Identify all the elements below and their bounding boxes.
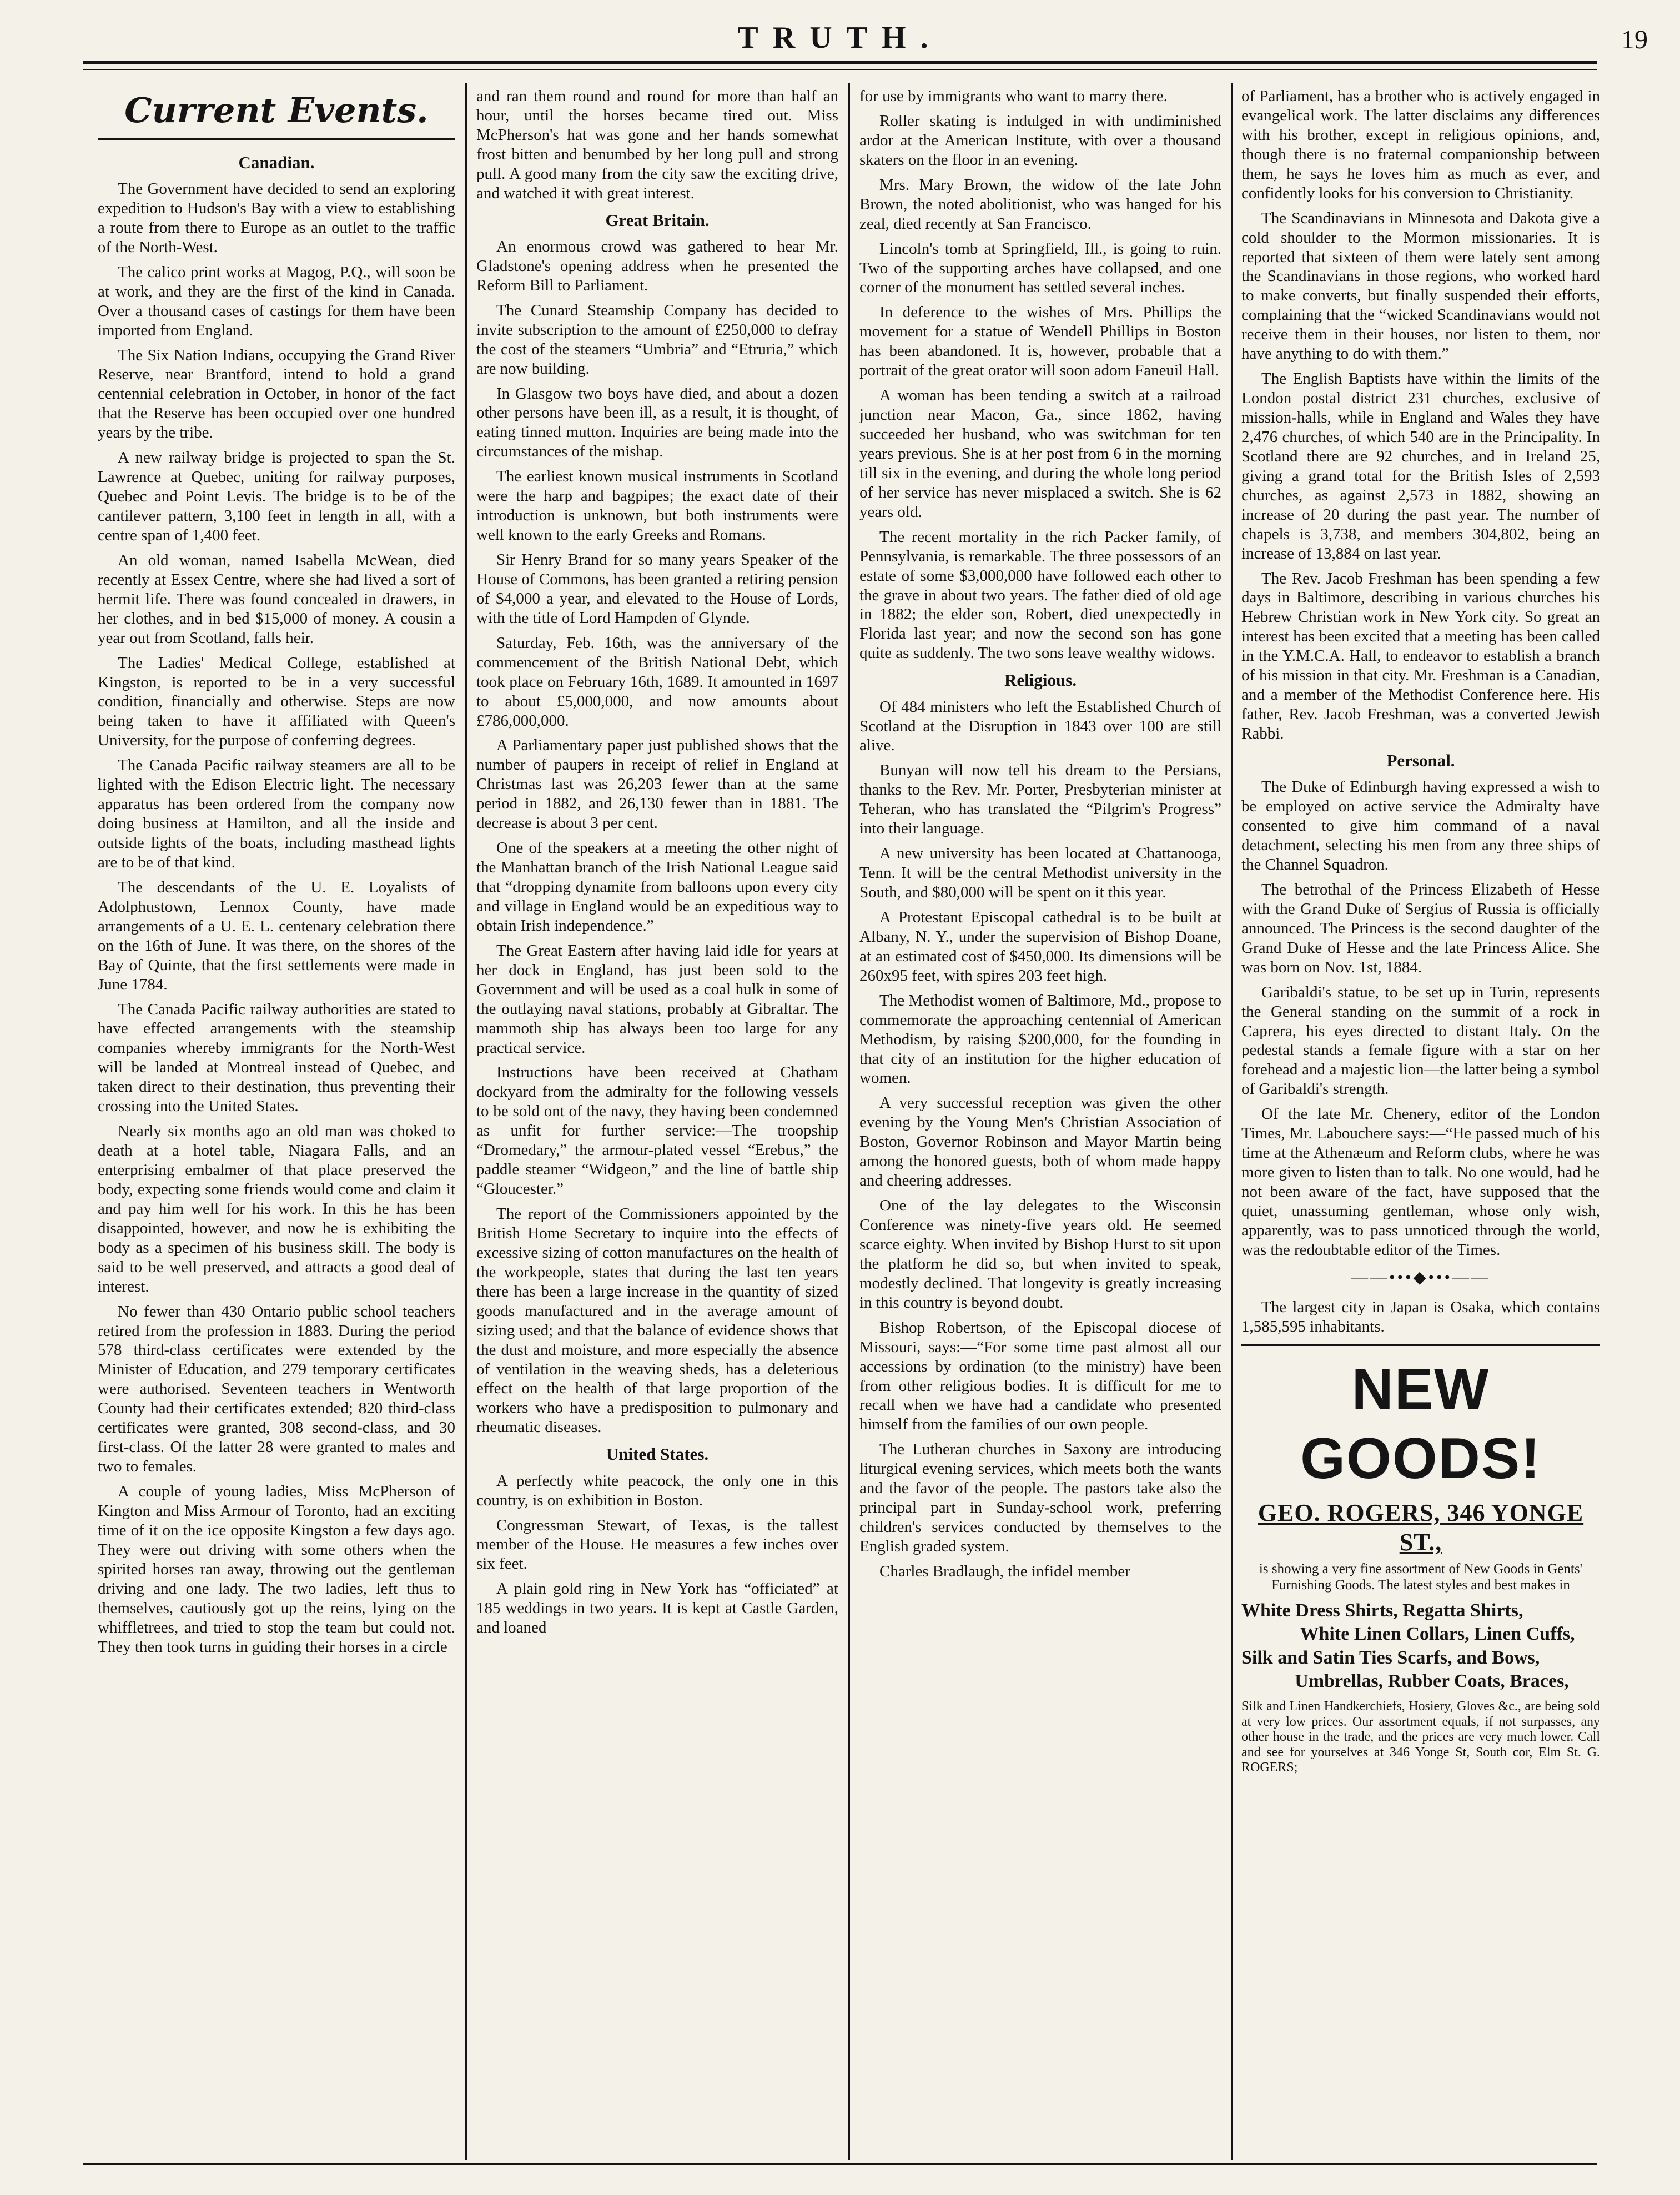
news-item: One of the lay delegates to the Wisconsin Conference was ninety-five years old. He seemed scarce eighty. When invited by Bishop Hurst to sit upon the platform he did so, but when invited to speak, modestly declined. That longevity is greatly increasing in this country is beyond doubt. — [859, 1197, 1221, 1312]
news-item: Of 484 ministers who left the Established Church of Scotland at the Disruption in 1843 over 100 are still alive. — [859, 697, 1221, 755]
section-heading-current-events: Current Events. — [124, 90, 429, 130]
news-item: The earliest known musical instruments in Scotland were the harp and bagpipes; the exact date of their introduction is unknown, but both instruments were well known to the early Greeks and Romans. — [476, 468, 838, 544]
news-item: Congressman Stewart, of Texas, is the tallest member of the House. He measures a few inches over six feet. — [476, 1516, 838, 1573]
advertisement-line: Silk and Satin Ties Scarfs, and Bows, — [1241, 1647, 1540, 1668]
news-item: The Canada Pacific railway steamers are all to be lighted with the Edison Electric light. The necessary apparatus has been ordered from the company now doing business at Hamilton, and all the inside and outside lights of the boats, including masthead lights are to be of that kind. — [98, 756, 455, 871]
advertisement-title: NEW GOODS! — [1300, 1357, 1541, 1491]
news-item: The English Baptists have within the limits of the London postal district 231 churches, exclusive of mission-halls, while in England and Wales they have 2,476 churches, of which 540 are in the Principality. In Scotland there are 92 churches, and in Ireland 25, giving a grand total for the British Isles of 2,593 churches, as against 2,573 in 1882, showing an increase of 20 during the past year. The number of chapels is 3,738, and members 304,802, being an increase of 13,884 on last year. — [1241, 370, 1600, 562]
section-heading-personal: Personal. — [1386, 750, 1455, 770]
news-item: Roller skating is indulged in with undiminished ardor at the American Institute, with over a thousand skaters on the floor in an evening. — [859, 112, 1221, 169]
news-item: A perfectly white peacock, the only one in this country, is on exhibition in Boston. — [476, 1471, 838, 1509]
news-item: A plain gold ring in New York has “officiated” at 185 weddings in two years. It is kept at Castle Garden, and loaned — [476, 1580, 838, 1637]
column-3 — [859, 87, 1221, 2158]
news-item: Saturday, Feb. 16th, was the anniversary of the commencement of the British National Debt, which took place on February 16th, 1689. It amounted in 1697 to about £5,000,000, and now amounts about £786,000,000. — [476, 634, 838, 730]
news-item: One of the speakers at a meeting the other night of the Manhattan branch of the Irish National League said that “dropping dynamite from balloons upon every city and village in England would be an expeditious way to obtain Irish independence.” — [476, 839, 838, 935]
news-item: The largest city in Japan is Osaka, which contains 1,585,595 inhabitants. — [1241, 1298, 1600, 1335]
news-item: The betrothal of the Princess Elizabeth of Hesse with the Grand Duke of Sergius of Russia is officially announced. The Princess is the second daughter of the Grand Duke of Hesse and the late Princess Alice. She was born on Nov. 1st, 1884. — [1241, 880, 1600, 976]
section-heading-united-states: United States. — [606, 1444, 709, 1464]
advertisement-fine-print: Silk and Linen Handkerchiefs, Hosiery, Gloves &c., are being sold at very low prices. Our assortment equals, if not surpasses, any other house in the trade, and the prices are very much lower. Call and see for yourselves at 346 Yonge St, South cor, Elm St. G. ROGERS; — [1241, 1699, 1600, 1775]
news-item: A new railway bridge is projected to span the St. Lawrence at Quebec, uniting for railway purposes, Quebec and Point Levis. The bridge is to be of the cantilever pattern, 3,100 feet in length in all, with a centre span of 1,400 feet. — [98, 449, 455, 544]
column-divider-1 — [465, 83, 467, 2160]
news-item: The Scandinavians in Minnesota and Dakota give a cold shoulder to the Mormon missionaries. It is reported that sixteen of them were lately sent among the Scandinavians in those regions, who worked hard to make converts, but finally suspended their efforts, complaining that the “wicked Scandinavians would not receive them in their houses, nor listen to them, nor have anything to do with them.” — [1241, 209, 1600, 363]
masthead-title: TRUTH. — [737, 21, 943, 55]
news-item: No fewer than 430 Ontario public school teachers retired from the profession in 1883. During the period 578 third-class certificates were extended by the Minister of Education, and 279 temporary certificates were authorised. Seventeen teachers in Wentworth County had their certificates extended; 820 third-class certificates were granted, 308 second-class, and 30 first-class. Of the latter 28 were granted to males and two to females. — [98, 1302, 455, 1476]
advertisement-line: White Dress Shirts, Regatta Shirts, — [1241, 1600, 1523, 1621]
news-item: A couple of young ladies, Miss McPherson of Kington and Miss Armour of Toronto, had an exciting time of it on the ice opposite Kingston a few days ago. They were out driving with some others when the spirited horses ran away, throwing out the gentleman driving and one lady. The two ladies, left thus to themselves, cautiously got up the reins, lying on the whiffletrees, and tried to stop the team but could not. They then took turns in guiding their horses in a circle — [98, 1483, 455, 1656]
ornamental-divider: ——•••◆•••—— — [1351, 1268, 1491, 1287]
news-item: Bunyan will now tell his dream to the Persians, thanks to the Rev. Mr. Porter, Presbyterian minister at Teheran, who has translated the “Pilgrim's Progress” into their language. — [859, 761, 1221, 838]
news-item: A Protestant Episcopal cathedral is to be built at Albany, N. Y., under the supervision of Bishop Doane, at an estimated cost of $450,000. Its dimensions will be 260x95 feet, with spires 203 feet high. — [859, 908, 1221, 985]
news-item-continued: and ran them round and round for more than half an hour, until the horses became tired out. Miss McPherson's hat was gone and her hands somewhat frost bitten and benumbed by her long pull and strong pull. A good many from the city saw the exciting drive, and watched it with great interest. — [476, 87, 838, 202]
news-item: The Six Nation Indians, occupying the Grand River Reserve, near Brantford, intend to hold a grand centennial celebration in October, in honor of the fact that the Reserve has been occupied over one hundred years by the tribe. — [98, 346, 455, 442]
advertisement-rule — [1241, 1344, 1600, 1346]
news-item: Garibaldi's statue, to be set up in Turin, represents the General standing on the summit of a rock in Caprera, his eyes directed to distant Italy. On the pedestal stands a female figure with a star on her forehead and a majestic lion—the latter being a symbol of Garibaldi's strength. — [1241, 983, 1600, 1098]
news-item: The Lutheran churches in Saxony are introducing liturgical evening services, which meets both the wants and the favor of the people. The pastors take also the principal part in Sunday-school work, preferring children's services conducted by themselves to the English graded system. — [859, 1440, 1221, 1556]
news-item: Of the late Mr. Chenery, editor of the London Times, Mr. Labouchere says:—“He passed much of his time at the Athenæum and Reform clubs, where he was more given to listen than to talk. No one would, had he not been aware of the fact, have supposed that the quiet, unassuming gentleman, whose only wish, apparently, was to pass unnoticed through the world, was the redoubtable editor of the Times. — [1241, 1105, 1600, 1259]
column-divider-2 — [848, 83, 850, 2160]
news-item: Mrs. Mary Brown, the widow of the late John Brown, the noted abolitionist, who was hanged for his zeal, died recently at San Francisco. — [859, 175, 1221, 233]
news-item: The Canada Pacific railway authorities are stated to have effected arrangements with the steamship companies whereby immigrants for the North-West will be landed at Montreal instead of Quebec, and taken direct to their destination, thus preventing their crossing into the United States. — [98, 1000, 455, 1116]
news-item: The Cunard Steamship Company has decided to invite subscription to the amount of £250,000 to defray the cost of the steamers “Umbria” and “Etruria,” which are now building. — [476, 301, 838, 378]
advertisement-line: Umbrellas, Rubber Coats, Braces, — [1295, 1671, 1569, 1692]
footer-rule — [83, 2163, 1597, 2165]
news-item: Sir Henry Brand for so many years Speaker of the House of Commons, has been granted a retiring pension of $4,000 a year, and elevated to the House of Lords, with the title of Lord Hampden of Glynde. — [476, 551, 838, 627]
news-item: An enormous crowd was gathered to hear Mr. Gladstone's opening address when he presented the Reform Bill to Parliament. — [476, 237, 838, 294]
column-2 — [476, 87, 838, 2158]
news-item: In Glasgow two boys have died, and about a dozen other persons have been ill, as a result, it is thought, of eating tinned mutton. Inquiries are being made into the circumstances of the mishap. — [476, 384, 838, 461]
news-item-continued: of Parliament, has a brother who is actively engaged in evangelical work. The latter disclaims any differences with his brother, except in religious opinions, and, though there is no fraternal companionship between them, he says he loves him as much as ever, and confidently looks for his conversion to Christianity. — [1241, 87, 1600, 202]
news-item: The Rev. Jacob Freshman has been spending a few days in Baltimore, describing in various churches his Hebrew Christian work in New York city. So great an interest has been excited that a meeting has been called in the Y.M.C.A. Hall, to endeavor to establish a branch of his mission in that city. Mr. Freshman is a Canadian, and a member of the Methodist Conference here. His father, Rev. Jacob Freshman, was a converted Jewish Rabbi. — [1241, 569, 1600, 742]
news-item: A Parliamentary paper just published shows that the number of paupers in receipt of relief in England at Christmas last was 26,203 fewer than at the same period in 1882, and 26,130 fewer than in 1881. The decrease is about 3 per cent. — [476, 736, 838, 832]
news-item: Bishop Robertson, of the Episcopal diocese of Missouri, says:—“For some time past almost all our accessions by ordination (to the ministry) have been from other religious bodies. It is difficult for me to recall when we have had a candidate who presented himself from the families of our own people. — [859, 1318, 1221, 1434]
news-item: Instructions have been received at Chatham dockyard from the admiralty for the following vessels to be sold ont of the navy, they having been condemned as unfit for further service:—The troopship “Dromedary,” the armour-plated vessel “Erebus,” the paddle steamer “Widgeon,” and the line of battle ship “Gloucester.” — [476, 1063, 838, 1198]
advertisement — [1241, 1355, 1600, 1776]
news-item: Lincoln's tomb at Springfield, Ill., is going to ruin. Two of the supporting arches have collapsed, and one corner of the monument has settled several inches. — [859, 239, 1221, 297]
news-item: A woman has been tending a switch at a railroad junction near Macon, Ga., since 1862, having succeeded her husband, who was switchman for ten years previous. She is at her post from 6 in the morning till six in the evening, and during the whole long period of her service has never misplaced a switch. She is 62 years old. — [859, 386, 1221, 521]
column-divider-3 — [1231, 83, 1233, 2160]
news-item: The Government have decided to send an exploring expedition to Hudson's Bay with a view to establishing a route from there to Europe as an outlet to the traffic of the North-West. — [98, 180, 455, 256]
section-heading-canadian: Canadian. — [238, 152, 315, 172]
column-1 — [98, 87, 455, 2158]
news-item: The Ladies' Medical College, established at Kingston, is reported to be in a very successful condition, financially and otherwise. Steps are now being taken to have it affiliated with Queen's University, for the purpose of conferring degrees. — [98, 654, 455, 750]
section-heading-religious: Religious. — [1004, 670, 1077, 690]
header-rule-thick — [83, 61, 1597, 64]
news-item: The report of the Commissioners appointed by the British Home Secretary to inquire into the effects of excessive sizing of cotton manufactures on the health of the workpeople, states that during the last ten years there has been a large increase in the quantity of sized goods manufactured and in the average amount of sizing used; and that the balance of evidence shows that the dust and moisture, and more especially the absence of ventilation in the weaving sheds, has a deleterious effect on the health of that large proportion of the workers who have a predisposition to pulmonary and rheumatic diseases. — [476, 1205, 838, 1436]
news-item: A very successful reception was given the other evening by the Young Men's Christian Association of Boston, Governor Robinson and Mayor Martin being among the honored guests, both of whom made happy and cheering addresses. — [859, 1094, 1221, 1190]
news-item: A new university has been located at Chattanooga, Tenn. It will be the central Methodist university in the South, and $80,000 will be spent on it this year. — [859, 845, 1221, 902]
news-item: Charles Bradlaugh, the infidel member — [879, 1562, 1130, 1580]
news-item: The Great Eastern after having laid idle for years at her dock in England, has just been sold to the Government and will be used as a coal hulk in some of the outlaying naval stations, probably at Gibraltar. The mammoth ship has always been too large for any practical service. — [476, 941, 838, 1057]
header-rule-thin — [83, 69, 1597, 70]
news-item: An old woman, named Isabella McWean, died recently at Essex Centre, where she had lived a sort of hermit life. There was found concealed in drawers, in her clothes, and in bed $15,000 of money. A cousin a year out from Scotland, falls heir. — [98, 551, 455, 647]
news-item: The Duke of Edinburgh having expressed a wish to be employed on active service the Admiralty have consented to give him command of a naval detachment, selecting his men from any three ships of the Channel Squadron. — [1241, 778, 1600, 874]
advertisement-firm: GEO. ROGERS, 346 YONGE ST., — [1258, 1499, 1584, 1556]
section-heading-great-britain: Great Britain. — [605, 210, 710, 230]
column-4 — [1241, 87, 1600, 2158]
news-item: In deference to the wishes of Mrs. Phillips the movement for a statue of Wendell Phillips in Boston has been abandoned. It is, however, probable that a portrait of the great orator will soon adorn Faneuil Hall. — [859, 303, 1221, 380]
news-item: The Methodist women of Baltimore, Md., propose to commemorate the approaching centennial of American Methodism, by raising $200,000, for the founding in that city of an institution for the higher education of women. — [859, 991, 1221, 1087]
advertisement-line: White Linen Collars, Linen Cuffs, — [1300, 1624, 1575, 1645]
heading-rule — [98, 138, 455, 140]
news-item: Nearly six months ago an old man was choked to death at a hotel table, Niagara Falls, and an enterprising embalmer of that place preserved the body, expecting some friends would come and claim it and pay him well for his work. In this he has been disappointed, however, and now he is exhibiting the body as a specimen of his business skill. The body is said to be well preserved, and attracts a good deal of interest. — [98, 1122, 455, 1295]
news-item: The descendants of the U. E. Loyalists of Adolphustown, Lennox County, have made arrangements of a U. E. L. centenary celebration there on the 16th of June. It was there, on the shores of the Bay of Quinte, that the first settlements were made in June 1784. — [98, 878, 455, 993]
advertisement-intro: is showing a very fine assortment of New Goods in Gents' Furnishing Goods. The latest styles and best makes in — [1259, 1561, 1583, 1593]
news-item: The calico print works at Magog, P.Q., will soon be at work, and they are the first of the kind in Canada. Over a thousand cases of castings for them have been imported from England. — [98, 263, 455, 339]
page-number: 19 — [1621, 25, 1648, 54]
news-item: The recent mortality in the rich Packer family, of Pennsylvania, is remarkable. The three possessors of an estate of some $3,000,000 have followed each other to the grave in about two years. The father died of old age in 1882; the elder son, Robert, died unexpectedly in Florida last year; and now the second son has gone quite as suddenly. The two sons leave wealthy widows. — [859, 528, 1221, 662]
news-item-continued: for use by immigrants who want to marry there. — [859, 87, 1168, 105]
